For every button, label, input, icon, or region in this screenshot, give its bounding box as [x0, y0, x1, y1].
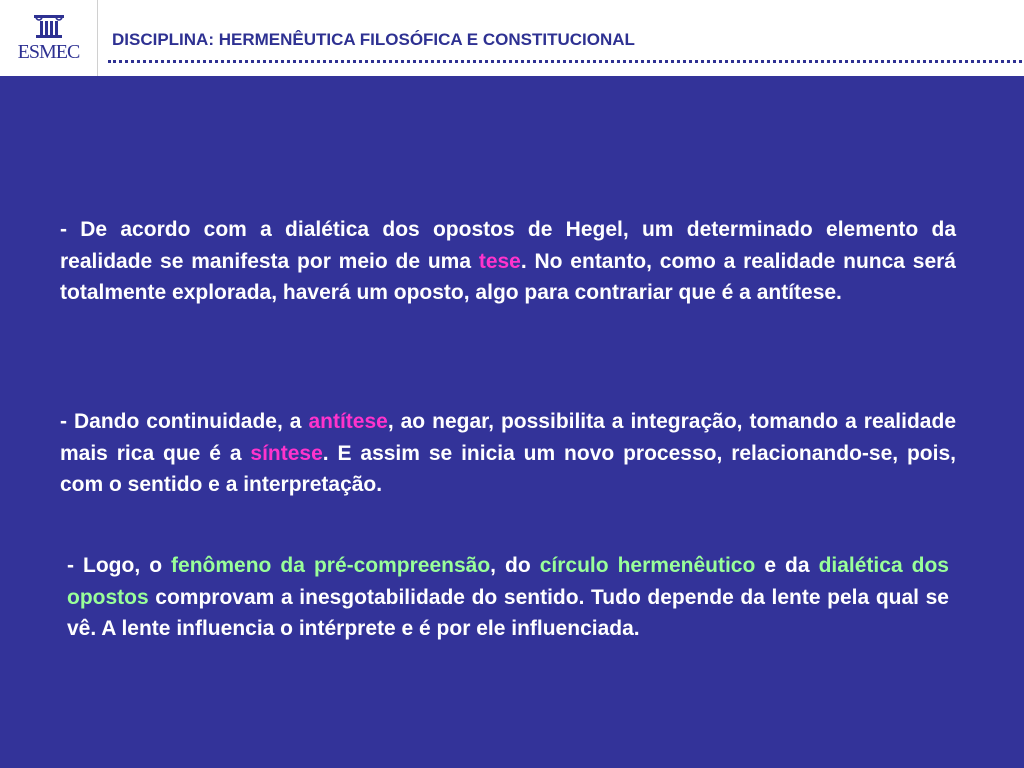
column-icon	[32, 14, 66, 40]
text-segment: , do	[490, 554, 540, 577]
text-segment: . No entanto, como a realidade nunca será totalmente explorada, haverá um oposto, algo para contrariar que é a antítese.	[60, 249, 956, 304]
text-segment: e da	[755, 554, 819, 577]
highlight-sintese: síntese	[250, 441, 323, 465]
paragraph-conclusion	[67, 550, 949, 645]
highlight-circulo-hermeneutico: círculo hermenêutico	[539, 554, 756, 577]
esmec-logo	[0, 0, 98, 76]
text-segment: . E assim se inicia um novo processo, relacionando-se, pois, com o sentido e a interpretação.	[60, 441, 956, 496]
text-segment: comprovam a inesgotabilidade do sentido. Tudo depende da lente pela qual se vê. A lente influencia o intérprete e é por ele influenciada.	[67, 585, 949, 640]
highlight-dialetica-opostos: dialética dos opostos	[67, 554, 949, 609]
logo-text: ESMEC	[17, 41, 80, 63]
page-title: DISCIPLINA: HERMENÊUTICA FILOSÓFICA E CONSTITUCIONAL	[112, 30, 635, 49]
paragraph-antithesis-synthesis	[60, 406, 956, 501]
header-divider	[108, 60, 1022, 63]
text-segment: - Dando continuidade, a	[60, 410, 309, 433]
text-segment: - De acordo com a dialética dos opostos de Hegel, um determinado elemento da realidade se manifesta por meio de uma	[60, 218, 956, 273]
text-segment: - Logo, o	[67, 554, 172, 577]
text-segment: , ao negar, possibilita a integração, tomando a realidade mais rica que é a	[60, 410, 956, 465]
highlight-pre-compreensao: fenômeno da pré-compreensão	[171, 554, 491, 577]
paragraph-hegel-dialectic	[60, 214, 956, 309]
highlight-tese: tese	[478, 249, 521, 273]
highlight-antitese: antítese	[308, 410, 388, 433]
header-bar	[0, 0, 1024, 76]
